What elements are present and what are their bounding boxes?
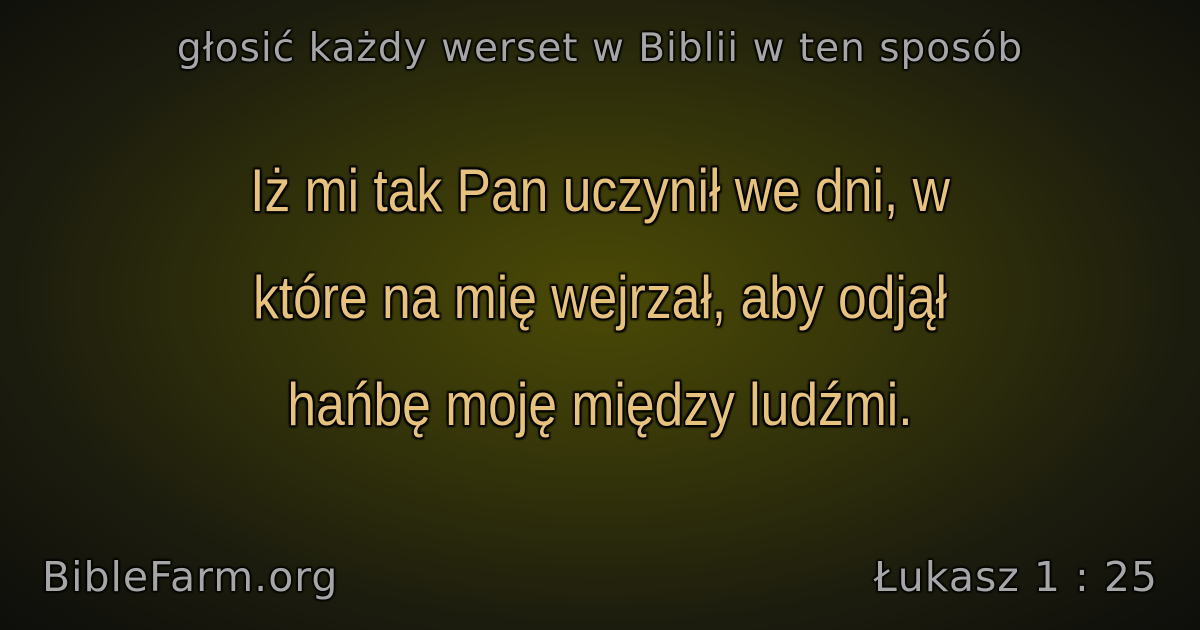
tagline: głosić każdy werset w Biblii w ten sposób bbox=[176, 26, 1024, 71]
verse-reference: Łukasz 1 : 25 bbox=[873, 553, 1158, 601]
verse-line: Iż mi tak Pan uczynił we dni, w bbox=[250, 157, 950, 224]
site-name: BibleFarm.org bbox=[42, 553, 339, 601]
verse-line: hańbę moję między ludźmi. bbox=[287, 371, 913, 438]
verse-text bbox=[136, 137, 1065, 458]
verse-line: które na mię wejrzał, aby odjął bbox=[252, 264, 948, 331]
